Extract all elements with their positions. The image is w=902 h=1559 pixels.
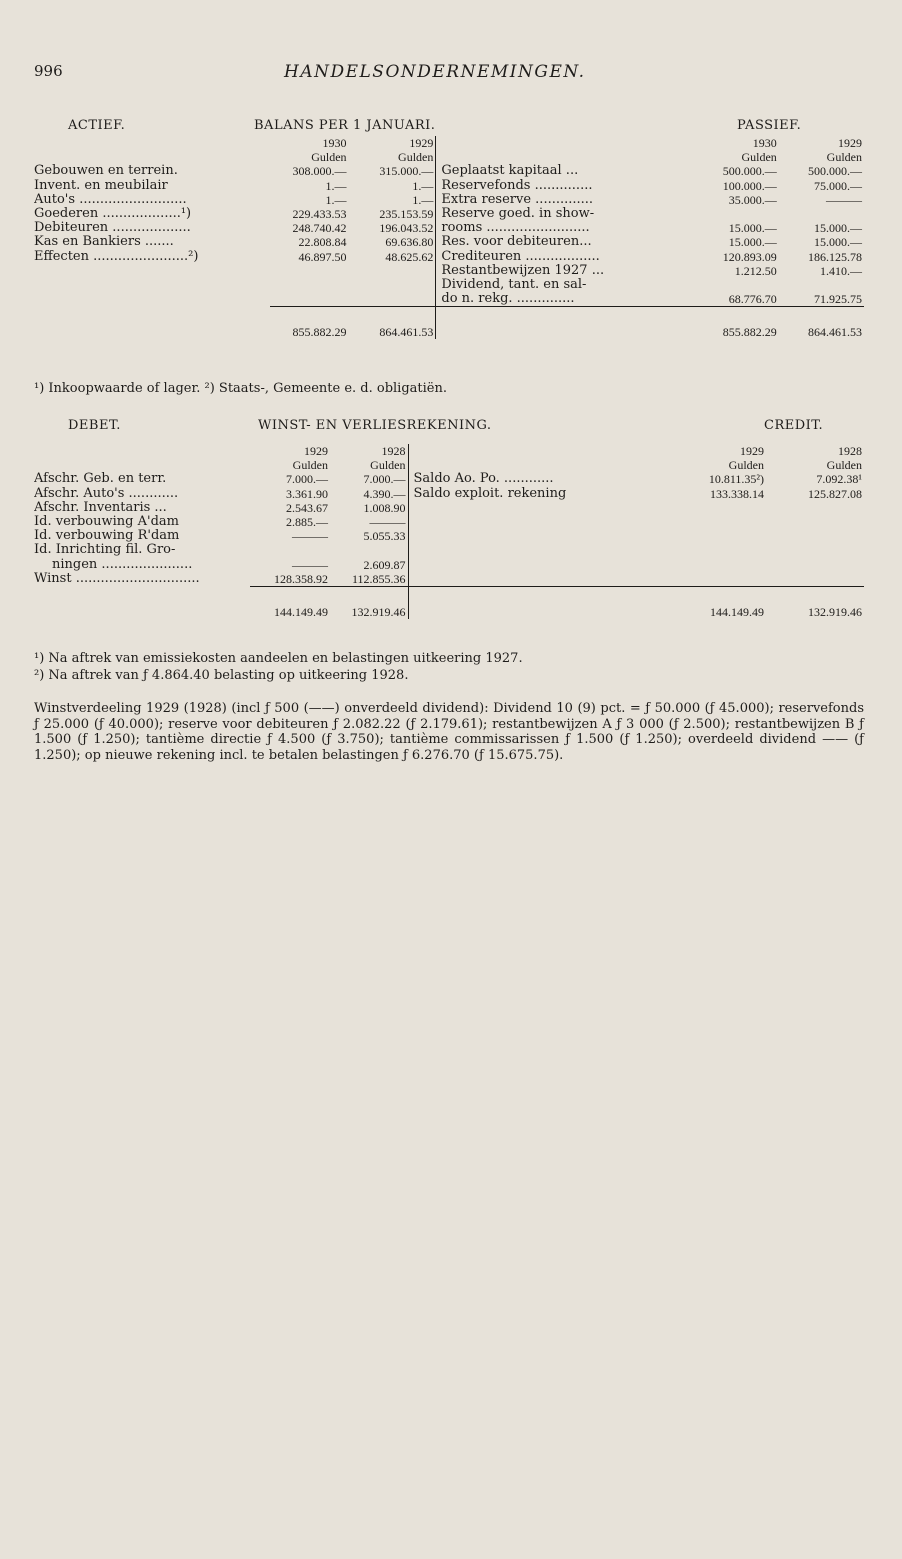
row-value: 46.897.50 [298,249,347,264]
row-label: rooms ......................... [436,221,692,235]
row-value: 3.361.90 [286,486,328,501]
blank [436,136,692,150]
blank [766,515,864,529]
year-col-1: 1930 [322,136,347,150]
row-label: Reserve goed. in show- [436,207,692,221]
row-value: 235.153.59 [379,207,434,222]
blank [34,278,270,292]
row-value: 100.000.— [722,178,777,193]
row-label: Reservefonds .............. [436,179,692,193]
table-row [34,558,864,572]
row-value: 186.125.78 [808,249,862,264]
row-value: ——— [292,557,328,572]
row-value: 229.433.53 [292,207,347,222]
profit-distribution-paragraph: Winstverdeeling 1929 (1928) (incl ƒ 500 (——) onverdeeld dividend): Dividend 10 (9) pct. = ƒ 50.000 (ƒ 45.000); reservefonds ƒ 25.000 (ƒ 40.000); reserve voor debiteuren ƒ 2.082.22 (ƒ 2.179.61); restantbewijzen A ƒ 3 000 (ƒ 2.500); restantbewijzen B ƒ 1.500 (ƒ 1.250); tantième directie ƒ 4.500 (ƒ 3.750); tantième commissarissen ƒ 1.500 (ƒ 1.250); overdeeld dividend —— (ƒ 1.250); op nieuwe rekening incl. te betalen belastingen ƒ 6.276.70 (ƒ 15.675.75). [34,701,864,763]
row-value: 4.390.— [363,486,406,501]
year-col-1: 1929 [740,444,764,458]
row-label: Geplaatst kapitaal ... [436,164,692,178]
pnl-heading-row [34,418,864,438]
row-label: Saldo Ao. Po. ............ [408,472,670,486]
total-value: 855.882.29 [722,324,777,339]
blank [34,136,270,150]
total-rule [330,587,408,601]
row-value: 69.636.80 [385,235,434,250]
row-label: Winst .............................. [34,571,200,586]
row-value: 125.827.08 [808,486,862,501]
total-value: 132.919.46 [808,604,862,619]
year-header-row [34,444,864,458]
row-value [250,543,330,557]
blank [34,601,250,619]
blank [34,458,250,472]
row-value: 120.893.09 [722,249,777,264]
pnl-left-heading: DEBET. [68,418,121,433]
table-row [34,193,864,207]
row-value: 196.043.52 [379,221,434,236]
table-row [34,292,864,307]
pnl-title: WINST- EN VERLIESREKENING. [258,418,492,433]
row-value: 7.000.— [286,472,328,487]
row-label: Extra reserve .............. [436,193,692,207]
blank [408,558,670,572]
blank [670,515,766,529]
table-row [34,278,864,292]
total-rule [766,587,864,601]
row-label: Res. voor debiteuren... [436,235,692,249]
blank [766,529,864,543]
row-value: 7.092.38¹ [816,472,862,487]
row-label: Id. verbouwing R'dam [34,529,180,544]
balance-sheet-table [34,136,864,339]
row-label: Invent. en meubilair [34,178,168,193]
row-value [330,543,408,557]
table-row [34,515,864,529]
table-row [34,221,864,235]
balance-title: BALANS PER 1 JANUARI. [254,118,436,133]
row-value: 7.000.— [363,472,406,487]
total-value: 864.461.53 [379,324,434,339]
pnl-right-heading: CREDIT. [764,418,824,433]
year-col-2: 1928 [838,444,862,458]
currency-header-row [34,458,864,472]
total-rule [349,307,436,321]
row-value: 68.776.70 [728,292,777,307]
currency-label: Gulden [741,150,777,165]
blank [766,558,864,572]
total-rule [670,587,766,601]
currency-label: Gulden [826,150,862,165]
row-value [779,207,864,221]
balance-right-heading: PASSIEF. [737,118,802,133]
row-value: 2.609.87 [363,557,406,572]
row-value: 15.000.— [728,221,777,236]
row-value: 248.740.42 [292,221,347,236]
table-row [34,487,864,501]
blank [270,278,349,292]
row-label: Kas en Bankiers ....... [34,235,174,250]
year-col-1: 1929 [304,444,328,458]
row-value: 1.212.50 [734,263,777,278]
row-value: 1.— [412,192,434,207]
row-value: 71.925.75 [814,292,862,307]
table-row [34,235,864,249]
currency-label: Gulden [826,458,862,473]
table-row [34,164,864,178]
row-value: 2.543.67 [286,500,328,515]
row-label: Goederen ...................¹) [34,207,192,222]
total-value: 144.149.49 [274,604,328,619]
blank [34,264,270,278]
total-value: 132.919.46 [351,604,406,619]
table-row [34,543,864,557]
row-value: 5.055.33 [363,529,406,544]
blank [766,543,864,557]
row-value: 15.000.— [814,221,862,236]
blank [408,529,670,543]
total-rule [250,587,330,601]
row-value: 35.000.— [728,192,777,207]
table-row [34,264,864,278]
row-value: 500.000.— [808,164,862,179]
row-value: ——— [826,192,862,207]
blank [670,572,766,587]
total-value: 144.149.49 [710,604,764,619]
blank [34,150,270,164]
row-value: 22.808.84 [298,235,347,250]
row-label: Restantbewijzen 1927 ... [436,264,692,278]
currency-header-row [34,150,864,164]
row-value: 500.000.— [722,164,777,179]
year-header-row [34,136,864,150]
blank [270,292,349,307]
blank [349,278,436,292]
blank [408,543,670,557]
row-label: Afschr. Inventaris ... [34,500,167,515]
balance-left-heading: ACTIEF. [68,118,126,133]
row-value: 1.— [412,178,434,193]
table-row [34,501,864,515]
row-value: 133.338.14 [710,486,764,501]
currency-label: Gulden [370,458,406,473]
row-value: ——— [369,515,406,530]
blank [408,601,670,619]
row-value [779,278,864,292]
year-col-2: 1929 [409,136,434,150]
year-col-1: 1930 [752,136,777,150]
row-value: 15.000.— [814,235,862,250]
blank [34,587,250,601]
year-col-2: 1929 [838,136,862,150]
blank [436,321,692,339]
row-value: 10.811.35²) [708,472,764,487]
table-row [34,207,864,221]
profit-loss-table [34,444,864,619]
blank [349,292,436,307]
table-row [34,529,864,543]
row-value: 1.— [325,178,347,193]
row-label: Effecten .......................²) [34,249,199,264]
blank [670,529,766,543]
currency-label: Gulden [311,150,347,165]
blank [766,501,864,515]
blank [408,501,670,515]
row-label: Afschr. Auto's ............ [34,486,179,501]
blank [34,307,270,321]
balance-footnote: ¹) Inkoopwaarde of lager. ²) Staats-, Gemeente e. d. obligatiën. [34,381,447,396]
row-value: 308.000.— [292,164,347,179]
row-label: Crediteuren .................. [436,250,692,264]
blank [670,501,766,515]
blank [270,264,349,278]
row-value: 15.000.— [728,235,777,250]
row-value [691,207,778,221]
year-col-2: 1928 [381,444,406,458]
blank [766,572,864,587]
total-rule [779,307,864,321]
row-label: Saldo exploit. rekening [408,487,670,501]
row-label: do n. rekg. .............. [436,292,692,307]
row-label: Dividend, tant. en sal- [436,278,692,292]
row-label: ningen ...................... [52,557,193,572]
blank [670,558,766,572]
row-value: 128.358.92 [274,571,328,586]
blank [408,515,670,529]
row-label: Gebouwen en terrein. [34,164,178,179]
total-value: 864.461.53 [808,324,862,339]
row-value [691,278,778,292]
blank [34,444,250,458]
blank [34,321,270,339]
row-value: 2.885.— [286,515,328,530]
table-row [34,572,864,587]
row-label: Afschr. Geb. en terr. [34,472,167,487]
blank [670,543,766,557]
blank [408,572,670,587]
row-value: 315.000.— [379,164,434,179]
blank [408,444,670,458]
currency-label: Gulden [728,458,764,473]
row-label: Id. Inrichting fil. Gro- [34,543,176,558]
row-label: Id. verbouwing A'dam [34,515,179,530]
pnl-footnote-1: ¹) Na aftrek van emissiekosten aandeelen en belastingen uitkeering 1927. [34,651,523,666]
row-value: 75.000.— [814,178,862,193]
table-row [34,472,864,486]
blank [408,458,670,472]
blank [349,264,436,278]
currency-label: Gulden [398,150,434,165]
page-number: 996 [34,62,63,80]
pnl-footnote-2: ²) Na aftrek van ƒ 4.864.40 belasting op uitkeering 1928. [34,668,409,683]
row-value: 1.— [325,192,347,207]
total-rule [270,307,349,321]
blank [34,292,270,307]
row-value: 1.410.— [820,263,862,278]
page-header [34,62,864,82]
total-rule [691,307,778,321]
totals-row [34,601,864,619]
currency-label: Gulden [292,458,328,473]
row-value: ——— [292,529,328,544]
running-title: HANDELSONDERNEMINGEN. [284,62,586,82]
total-value: 855.882.29 [292,324,347,339]
totals-row [34,321,864,339]
table-row [34,250,864,264]
total-rule [436,307,692,321]
balance-heading-row [34,118,864,138]
row-value: 1.008.90 [363,500,406,515]
spacer-row [34,307,864,321]
blank [436,150,692,164]
row-label: Auto's .......................... [34,192,187,207]
total-rule [408,587,670,601]
table-row [34,179,864,193]
row-value: 48.625.62 [385,249,434,264]
row-value: 112.855.36 [351,571,406,586]
row-label: Debiteuren ................... [34,221,191,236]
spacer-row [34,587,864,601]
